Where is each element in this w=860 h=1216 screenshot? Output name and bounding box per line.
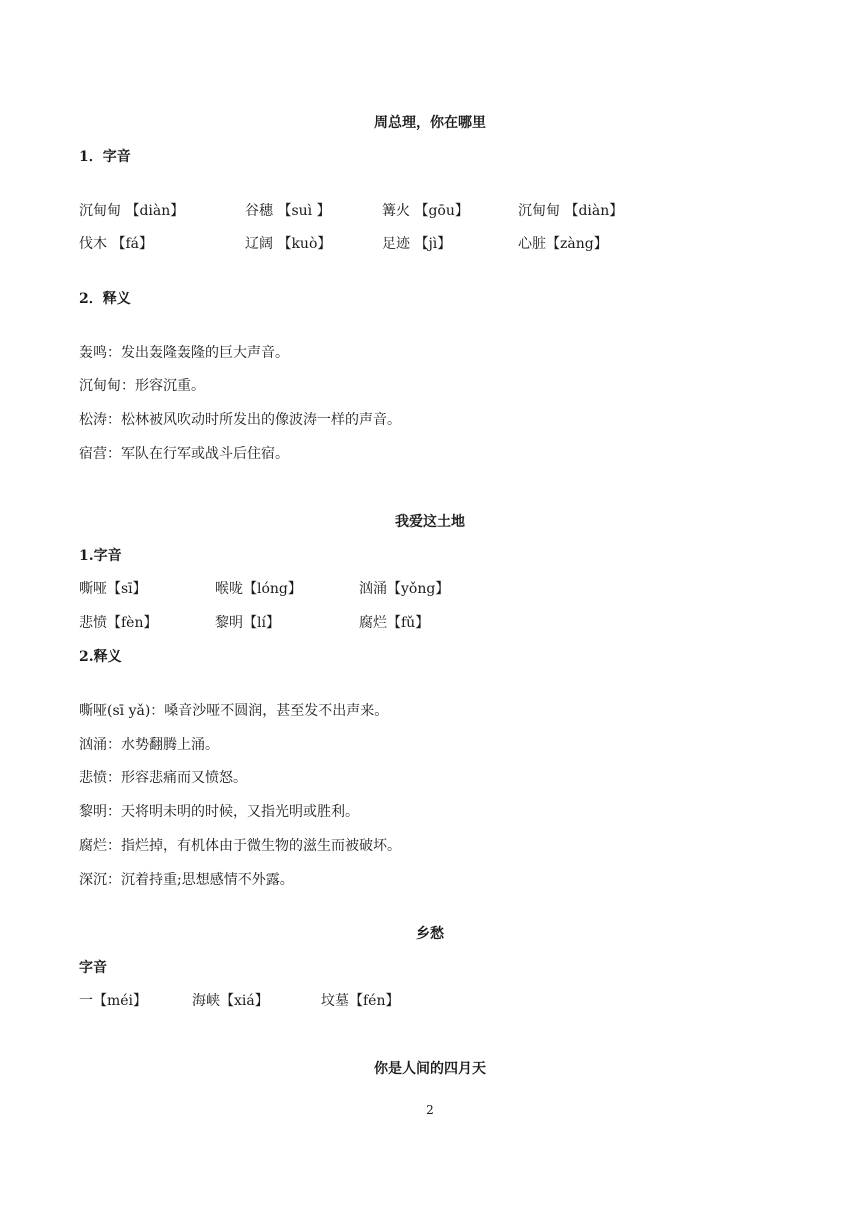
section-3-ziyin-heading: 字音 <box>79 960 107 976</box>
section-1-ziyin-item: 篝火 【gōu】 <box>382 203 469 219</box>
section-2-ziyin-item: 汹涌【yǒng】 <box>359 581 450 597</box>
section-1-ziyin-heading: 1．字音 <box>79 149 131 165</box>
section-1-shiyi-line: 轰鸣：发出轰隆轰隆的巨大声音。 <box>79 345 289 361</box>
section-2-ziyin-item: 喉咙【lóng】 <box>215 581 302 597</box>
section-1-shiyi-line: 松涛：松林被风吹动时所发出的像波涛一样的声音。 <box>79 412 401 428</box>
section-2-ziyin-item: 嘶哑【sī】 <box>79 581 147 597</box>
section-1-ziyin-item: 辽阔 【kuò】 <box>245 236 332 252</box>
section-1-ziyin-item: 谷穗 【suì 】 <box>245 203 331 219</box>
section-1-ziyin-item: 沉甸甸 【diàn】 <box>518 203 624 219</box>
section-2-shiyi-line: 黎明：天将明未明的时候，又指光明或胜利。 <box>79 804 359 820</box>
section-1-ziyin-item: 心脏【zàng】 <box>518 236 608 252</box>
section-2-ziyin-item: 腐烂【fǔ】 <box>359 615 430 631</box>
section-1-ziyin-item: 伐木 【fá】 <box>79 236 153 252</box>
section-1-shiyi-heading: 2．释义 <box>79 291 131 307</box>
section-1-ziyin-item: 沉甸甸 【diàn】 <box>79 203 185 219</box>
section-1-ziyin-item: 足迹 【jì】 <box>382 236 452 252</box>
section-2-ziyin-item: 悲愤【fèn】 <box>79 615 158 631</box>
section-4-title: 你是人间的四月天 <box>374 1061 486 1077</box>
section-2-shiyi-line: 汹涌：水势翻腾上涌。 <box>79 737 219 753</box>
section-3-ziyin-item: 一【méi】 <box>79 993 148 1009</box>
section-1-shiyi-line: 宿营：军队在行军或战斗后住宿。 <box>79 446 289 462</box>
section-2-shiyi-line: 嘶哑(sī yǎ)：嗓音沙哑不圆润，甚至发不出声来。 <box>79 703 389 719</box>
section-3-ziyin-item: 海峡【xiá】 <box>192 993 269 1009</box>
section-2-shiyi-line: 深沉：沉着持重;思想感情不外露。 <box>79 872 294 888</box>
section-2-title: 我爱这土地 <box>395 514 465 530</box>
section-1-title: 周总理，你在哪里 <box>374 115 486 131</box>
page-number: 2 <box>426 1103 434 1117</box>
section-2-ziyin-heading: 1.字音 <box>79 548 122 564</box>
section-2-shiyi-line: 腐烂：指烂掉，有机体由于微生物的滋生而被破坏。 <box>79 838 401 854</box>
section-2-shiyi-heading: 2.释义 <box>79 649 122 665</box>
section-3-ziyin-item: 坟墓【fén】 <box>321 993 400 1009</box>
section-2-ziyin-item: 黎明【lí】 <box>215 615 280 631</box>
section-1-shiyi-line: 沉甸甸：形容沉重。 <box>79 378 205 394</box>
section-3-title: 乡愁 <box>416 926 444 942</box>
section-2-shiyi-line: 悲愤：形容悲痛而又愤怒。 <box>79 770 247 786</box>
